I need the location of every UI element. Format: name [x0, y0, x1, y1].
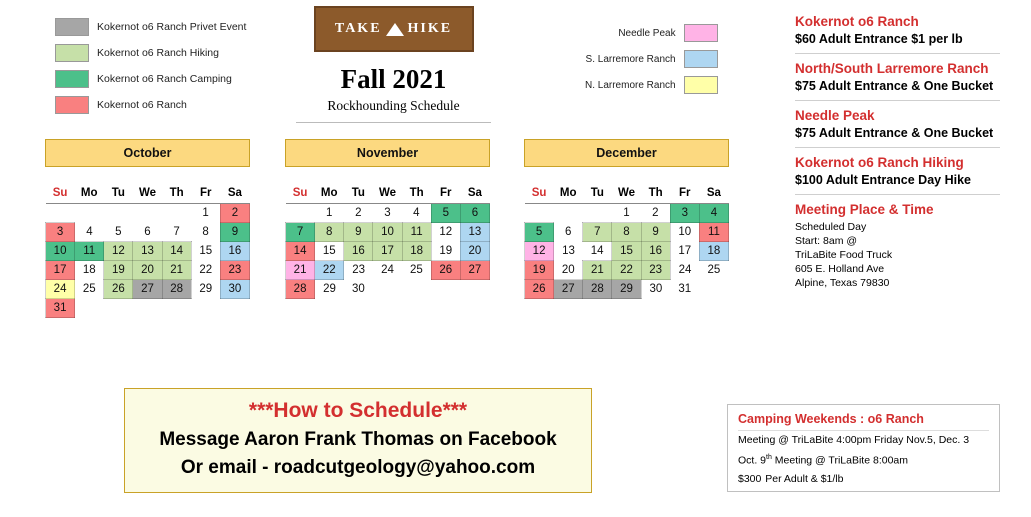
calendar-day-cell[interactable]: 13 — [133, 242, 162, 261]
info-section-needle-peak — [795, 108, 1000, 148]
calendar-day-cell[interactable]: 20 — [460, 242, 489, 261]
calendar-day-cell[interactable]: 7 — [286, 223, 315, 242]
pricing-info-panel — [795, 14, 1000, 304]
legend-item — [55, 40, 246, 66]
legend-label: Needle Peak — [618, 27, 676, 39]
calendar-day-cell[interactable]: 12 — [104, 242, 133, 261]
calendar-october — [45, 139, 250, 318]
calendar-week-row — [286, 242, 490, 261]
calendar-day-cell[interactable]: 21 — [583, 261, 612, 280]
legend-label: Kokernot o6 Ranch Hiking — [97, 47, 219, 59]
info-subtext: $60 Adult Entrance $1 per lb — [795, 32, 963, 46]
calendar-day-cell[interactable]: 29 — [612, 280, 641, 299]
calendar-day-cell[interactable]: 29 — [323, 283, 336, 296]
weekday-header: Fr — [191, 185, 220, 204]
legend-label: Kokernot o6 Ranch Camping — [97, 73, 232, 85]
weekday-header: Su — [46, 185, 75, 204]
calendar-empty-cell — [373, 280, 402, 299]
calendar-week-row — [286, 223, 490, 242]
calendar-day-cell[interactable]: 2 — [220, 204, 249, 223]
calendar-day-cell[interactable]: 28 — [162, 280, 191, 299]
page-title: Fall 2021 — [340, 64, 447, 94]
info-subtext: $75 Adult Entrance & One Bucket — [795, 126, 994, 140]
calendar-day-cell[interactable]: 8 — [202, 226, 209, 238]
calendar-day-cell[interactable]: 27 — [460, 261, 489, 280]
calendar-day-cell[interactable]: 6 — [144, 225, 151, 238]
calendar-day-cell[interactable]: 27 — [554, 280, 583, 299]
info-subtext: $100 Adult Entrance Day Hike — [795, 173, 971, 187]
calendar-week-row — [286, 204, 490, 223]
calendar-week-row — [525, 242, 729, 261]
calendar-day-cell[interactable]: 30 — [220, 280, 249, 299]
calendar-grid-container — [285, 185, 490, 299]
weekday-header: Tu — [344, 185, 373, 204]
calendar-day-cell[interactable]: 22 — [315, 261, 344, 280]
calendar-empty-cell — [75, 299, 104, 318]
calendar-empty-cell — [402, 280, 431, 299]
title-block — [296, 6, 491, 123]
legend-swatch-hiking — [55, 44, 89, 62]
calendar-day-cell[interactable]: 13 — [460, 223, 489, 242]
info-heading: North/South Larremore Ranch — [795, 61, 989, 76]
calendar-grid-container — [45, 185, 250, 318]
legend-item — [585, 46, 718, 72]
calendar-december — [524, 139, 729, 299]
weekday-header: Mo — [75, 185, 104, 204]
info-section-meeting — [795, 202, 1000, 297]
calendar-week-row — [525, 204, 729, 223]
calendar-empty-cell — [133, 204, 162, 223]
weekday-header: We — [133, 185, 162, 204]
calendar-day-cell[interactable]: 9 — [220, 223, 249, 242]
legend-label: Kokernot o6 Ranch — [97, 99, 187, 111]
info-heading: Meeting Place & Time — [795, 202, 934, 217]
info-line: TriLaBite Food Truck — [795, 249, 893, 261]
weekday-header: Sa — [699, 185, 728, 204]
calendar-day-cell[interactable]: 23 — [352, 264, 365, 277]
calendar-day-cell[interactable]: 21 — [286, 261, 315, 280]
calendar-day-cell[interactable]: 3 — [384, 207, 391, 219]
legend-swatch-n-larremore — [684, 76, 718, 94]
calendar-day-cell[interactable]: 18 — [699, 242, 728, 261]
camping-price-amount: $300 — [738, 472, 762, 485]
info-line: Scheduled Day — [795, 221, 867, 233]
calendar-day-cell[interactable]: 19 — [439, 244, 453, 257]
weekday-header: Th — [162, 185, 191, 204]
calendar-day-cell[interactable]: 4 — [699, 204, 728, 223]
camping-line-1: Meeting @ TriLaBite 4:00pm Friday Nov.5, Dec. 3 — [738, 434, 970, 446]
calendar-day-cell[interactable]: 24 — [381, 264, 394, 277]
logo-text-right: HIKE — [407, 21, 453, 36]
camping-price — [738, 469, 989, 485]
calendar-day-cell[interactable]: 27 — [133, 280, 162, 299]
info-heading: Kokernot o6 Ranch — [795, 14, 919, 29]
calendar-empty-cell — [162, 204, 191, 223]
legend-item — [55, 66, 246, 92]
calendar-day-cell[interactable]: 9 — [641, 223, 670, 242]
weekday-header: Tu — [583, 185, 612, 204]
calendar-week-row — [46, 261, 250, 280]
calendar-day-cell[interactable]: 11 — [402, 223, 431, 242]
calendar-empty-cell — [104, 204, 133, 223]
calendar-empty-cell — [554, 204, 583, 223]
calendar-day-cell[interactable]: 20 — [561, 263, 575, 276]
legend-swatch-privet-event — [55, 18, 89, 36]
how-to-title: ***How to Schedule*** — [248, 399, 468, 422]
camping-line-2-pre: Oct. 9 — [738, 454, 767, 467]
calendar-empty-cell — [133, 299, 162, 318]
weekday-header: Sa — [220, 185, 249, 204]
legend-swatch-o6-ranch — [55, 96, 89, 114]
legend-item — [55, 92, 246, 118]
weekday-header: Sa — [460, 185, 489, 204]
calendar-day-cell[interactable]: 18 — [82, 264, 96, 277]
how-to-line-facebook: Message Aaron Frank Thomas on Facebook — [159, 429, 557, 450]
calendar-week-row — [525, 261, 729, 280]
calendar-month-title: October — [45, 139, 250, 167]
calendar-empty-cell — [525, 204, 554, 223]
weekday-header: Su — [525, 185, 554, 204]
weekday-header: Fr — [670, 185, 699, 204]
calendar-day-cell[interactable]: 1 — [623, 207, 630, 219]
calendar-day-cell[interactable]: 15 — [199, 245, 213, 257]
calendar-day-cell[interactable]: 25 — [409, 264, 423, 277]
calendar-day-cell[interactable]: 18 — [402, 242, 431, 261]
calendar-day-cell[interactable]: 10 — [373, 223, 402, 242]
calendar-grid — [45, 185, 250, 318]
calendar-day-cell[interactable]: 17 — [678, 245, 692, 257]
calendar-day-cell[interactable]: 17 — [373, 242, 402, 261]
legend-label: S. Larremore Ranch — [585, 53, 676, 65]
legend-right — [585, 20, 718, 98]
calendar-day-cell[interactable]: 5 — [525, 223, 554, 242]
calendar-empty-cell — [699, 280, 728, 299]
calendar-day-cell[interactable]: 29 — [199, 283, 213, 295]
how-to-line-email: Or email - roadcutgeology@yahoo.com — [180, 457, 536, 478]
calendar-day-cell[interactable]: 26 — [431, 261, 460, 280]
calendar-day-cell[interactable]: 17 — [46, 261, 75, 280]
calendar-day-cell[interactable]: 30 — [351, 283, 365, 295]
calendar-day-cell[interactable]: 16 — [641, 242, 670, 261]
calendar-empty-cell — [104, 299, 133, 318]
legend-label: N. Larremore Ranch — [585, 79, 676, 91]
info-heading: Kokernot o6 Ranch Hiking — [795, 155, 964, 170]
calendar-day-cell[interactable]: 22 — [199, 264, 213, 276]
calendar-day-cell[interactable]: 23 — [220, 261, 249, 280]
camping-line-2 — [738, 450, 989, 469]
take-a-hike-logo — [314, 6, 474, 52]
calendar-week-row — [525, 223, 729, 242]
calendar-empty-cell — [75, 204, 104, 223]
calendar-empty-cell — [583, 204, 612, 223]
weekday-header: We — [373, 185, 402, 204]
calendar-day-cell[interactable]: 8 — [612, 223, 641, 242]
calendar-empty-cell — [162, 299, 191, 318]
calendar-day-cell[interactable]: 1 — [326, 207, 333, 219]
calendar-day-cell[interactable]: 12 — [439, 226, 453, 239]
calendar-day-cell[interactable]: 13 — [562, 245, 575, 257]
legend-label: Kokernot o6 Ranch Privet Event — [97, 21, 247, 33]
calendar-day-cell[interactable]: 2 — [355, 207, 362, 219]
divider — [296, 122, 491, 123]
calendar-day-cell[interactable]: 14 — [590, 245, 604, 257]
info-section-larremore — [795, 61, 1000, 101]
camping-price-note: Per Adult & $1/lb — [765, 472, 844, 485]
legend-swatch-s-larremore — [684, 50, 718, 68]
calendar-day-cell[interactable]: 28 — [583, 280, 612, 299]
info-section-hiking — [795, 155, 1000, 195]
calendar-day-cell[interactable]: 25 — [82, 283, 96, 295]
how-to-schedule-box — [124, 388, 592, 493]
calendar-day-cell[interactable]: 21 — [162, 261, 191, 280]
calendar-day-cell[interactable]: 19 — [104, 261, 133, 280]
calendar-day-cell[interactable]: 7 — [583, 223, 612, 242]
calendar-day-cell[interactable]: 10 — [678, 226, 692, 239]
calendar-week-row — [46, 299, 250, 318]
calendar-day-cell[interactable]: 19 — [525, 261, 554, 280]
calendar-day-cell[interactable]: 31 — [46, 299, 75, 318]
calendar-empty-cell — [460, 280, 489, 299]
calendar-day-cell[interactable]: 2 — [652, 207, 659, 219]
calendar-day-cell[interactable]: 14 — [286, 242, 315, 261]
calendar-empty-cell — [46, 204, 75, 223]
info-heading: Needle Peak — [795, 108, 875, 123]
mountain-icon — [386, 23, 404, 36]
page-subtitle: Rockhounding Schedule — [327, 98, 460, 113]
calendar-month-title: December — [524, 139, 729, 167]
calendar-month-title: November — [285, 139, 490, 167]
calendar-empty-cell — [220, 299, 249, 318]
calendar-day-cell[interactable]: 15 — [322, 245, 336, 257]
weekday-header: We — [612, 185, 641, 204]
weekday-header: Fr — [431, 185, 460, 204]
info-line: Alpine, Texas 79830 — [795, 277, 890, 289]
weekday-header: Th — [402, 185, 431, 204]
legend-item — [585, 72, 718, 98]
info-subtext: $75 Adult Entrance & One Bucket — [795, 79, 994, 93]
calendar-week-row — [46, 242, 250, 261]
calendar-grid-container — [524, 185, 729, 299]
calendar-day-cell[interactable]: 3 — [46, 223, 75, 242]
calendar-empty-cell — [286, 204, 315, 223]
calendar-day-cell[interactable]: 30 — [649, 283, 663, 296]
logo-text-left: TAKE — [334, 21, 382, 36]
calendar-empty-cell — [191, 299, 220, 318]
calendar-week-row — [286, 280, 490, 299]
calendar-day-cell[interactable]: 26 — [104, 280, 133, 299]
calendar-day-cell[interactable]: 8 — [315, 223, 344, 242]
info-line: 605 E. Holland Ave — [795, 263, 885, 275]
calendar-day-cell[interactable]: 5 — [431, 204, 460, 223]
legend-item — [55, 14, 246, 40]
calendar-day-cell[interactable]: 7 — [173, 225, 180, 238]
calendar-week-row — [286, 261, 490, 280]
calendar-day-cell[interactable]: 16 — [344, 242, 373, 261]
weekday-header: Mo — [554, 185, 583, 204]
calendar-day-cell[interactable]: 9 — [344, 223, 373, 242]
camping-line-2-post: Meeting @ TriLaBite 8:00am — [771, 454, 909, 467]
calendar-day-cell[interactable]: 20 — [133, 261, 162, 280]
calendar-grid — [524, 185, 729, 299]
calendar-day-cell[interactable]: 25 — [707, 264, 721, 277]
calendar-day-cell[interactable]: 12 — [525, 242, 554, 261]
calendar-day-cell[interactable]: 26 — [525, 280, 554, 299]
weekday-header: Su — [286, 185, 315, 204]
calendar-day-cell[interactable]: 11 — [75, 242, 104, 261]
info-section-o6-ranch — [795, 14, 1000, 54]
info-line: Start: 8am @ — [795, 235, 858, 247]
calendar-november — [285, 139, 490, 299]
calendar-day-cell[interactable]: 11 — [699, 223, 728, 242]
calendar-week-row — [46, 223, 250, 242]
weekday-header: Tu — [104, 185, 133, 204]
calendar-day-cell[interactable]: 23 — [641, 261, 670, 280]
weekday-header: Th — [641, 185, 670, 204]
calendar-day-cell[interactable]: 15 — [612, 242, 641, 261]
calendar-day-cell[interactable]: 24 — [678, 264, 692, 276]
calendar-day-cell[interactable]: 22 — [612, 261, 641, 280]
calendar-day-cell[interactable]: 24 — [46, 280, 75, 299]
calendar-day-cell[interactable]: 28 — [286, 280, 315, 299]
calendar-day-cell[interactable]: 4 — [413, 207, 420, 219]
calendar-day-cell[interactable]: 1 — [202, 207, 209, 220]
calendar-week-row — [46, 280, 250, 299]
calendar-day-cell[interactable]: 14 — [162, 242, 191, 261]
calendar-grid — [285, 185, 490, 299]
calendar-day-cell[interactable]: 5 — [115, 225, 122, 238]
calendar-day-cell[interactable]: 4 — [86, 225, 93, 238]
calendar-day-cell[interactable]: 6 — [460, 204, 489, 223]
calendar-day-cell[interactable]: 10 — [46, 242, 75, 261]
camping-title: Camping Weekends : o6 Ranch — [738, 412, 989, 431]
calendar-empty-cell — [431, 280, 460, 299]
calendar-day-cell[interactable]: 31 — [678, 283, 692, 295]
calendar-day-cell[interactable]: 3 — [670, 204, 699, 223]
legend-swatch-needle-peak — [684, 24, 718, 42]
legend-left — [55, 14, 246, 118]
calendar-day-cell[interactable]: 6 — [565, 226, 572, 238]
camping-weekends-box — [727, 404, 1000, 492]
calendar-day-cell[interactable]: 16 — [220, 242, 249, 261]
weekday-header: Mo — [315, 185, 344, 204]
legend-item — [585, 20, 718, 46]
legend-swatch-camping — [55, 70, 89, 88]
calendar-week-row — [525, 280, 729, 299]
calendar-week-row — [46, 204, 250, 223]
ordinal-suffix: th — [766, 454, 772, 461]
